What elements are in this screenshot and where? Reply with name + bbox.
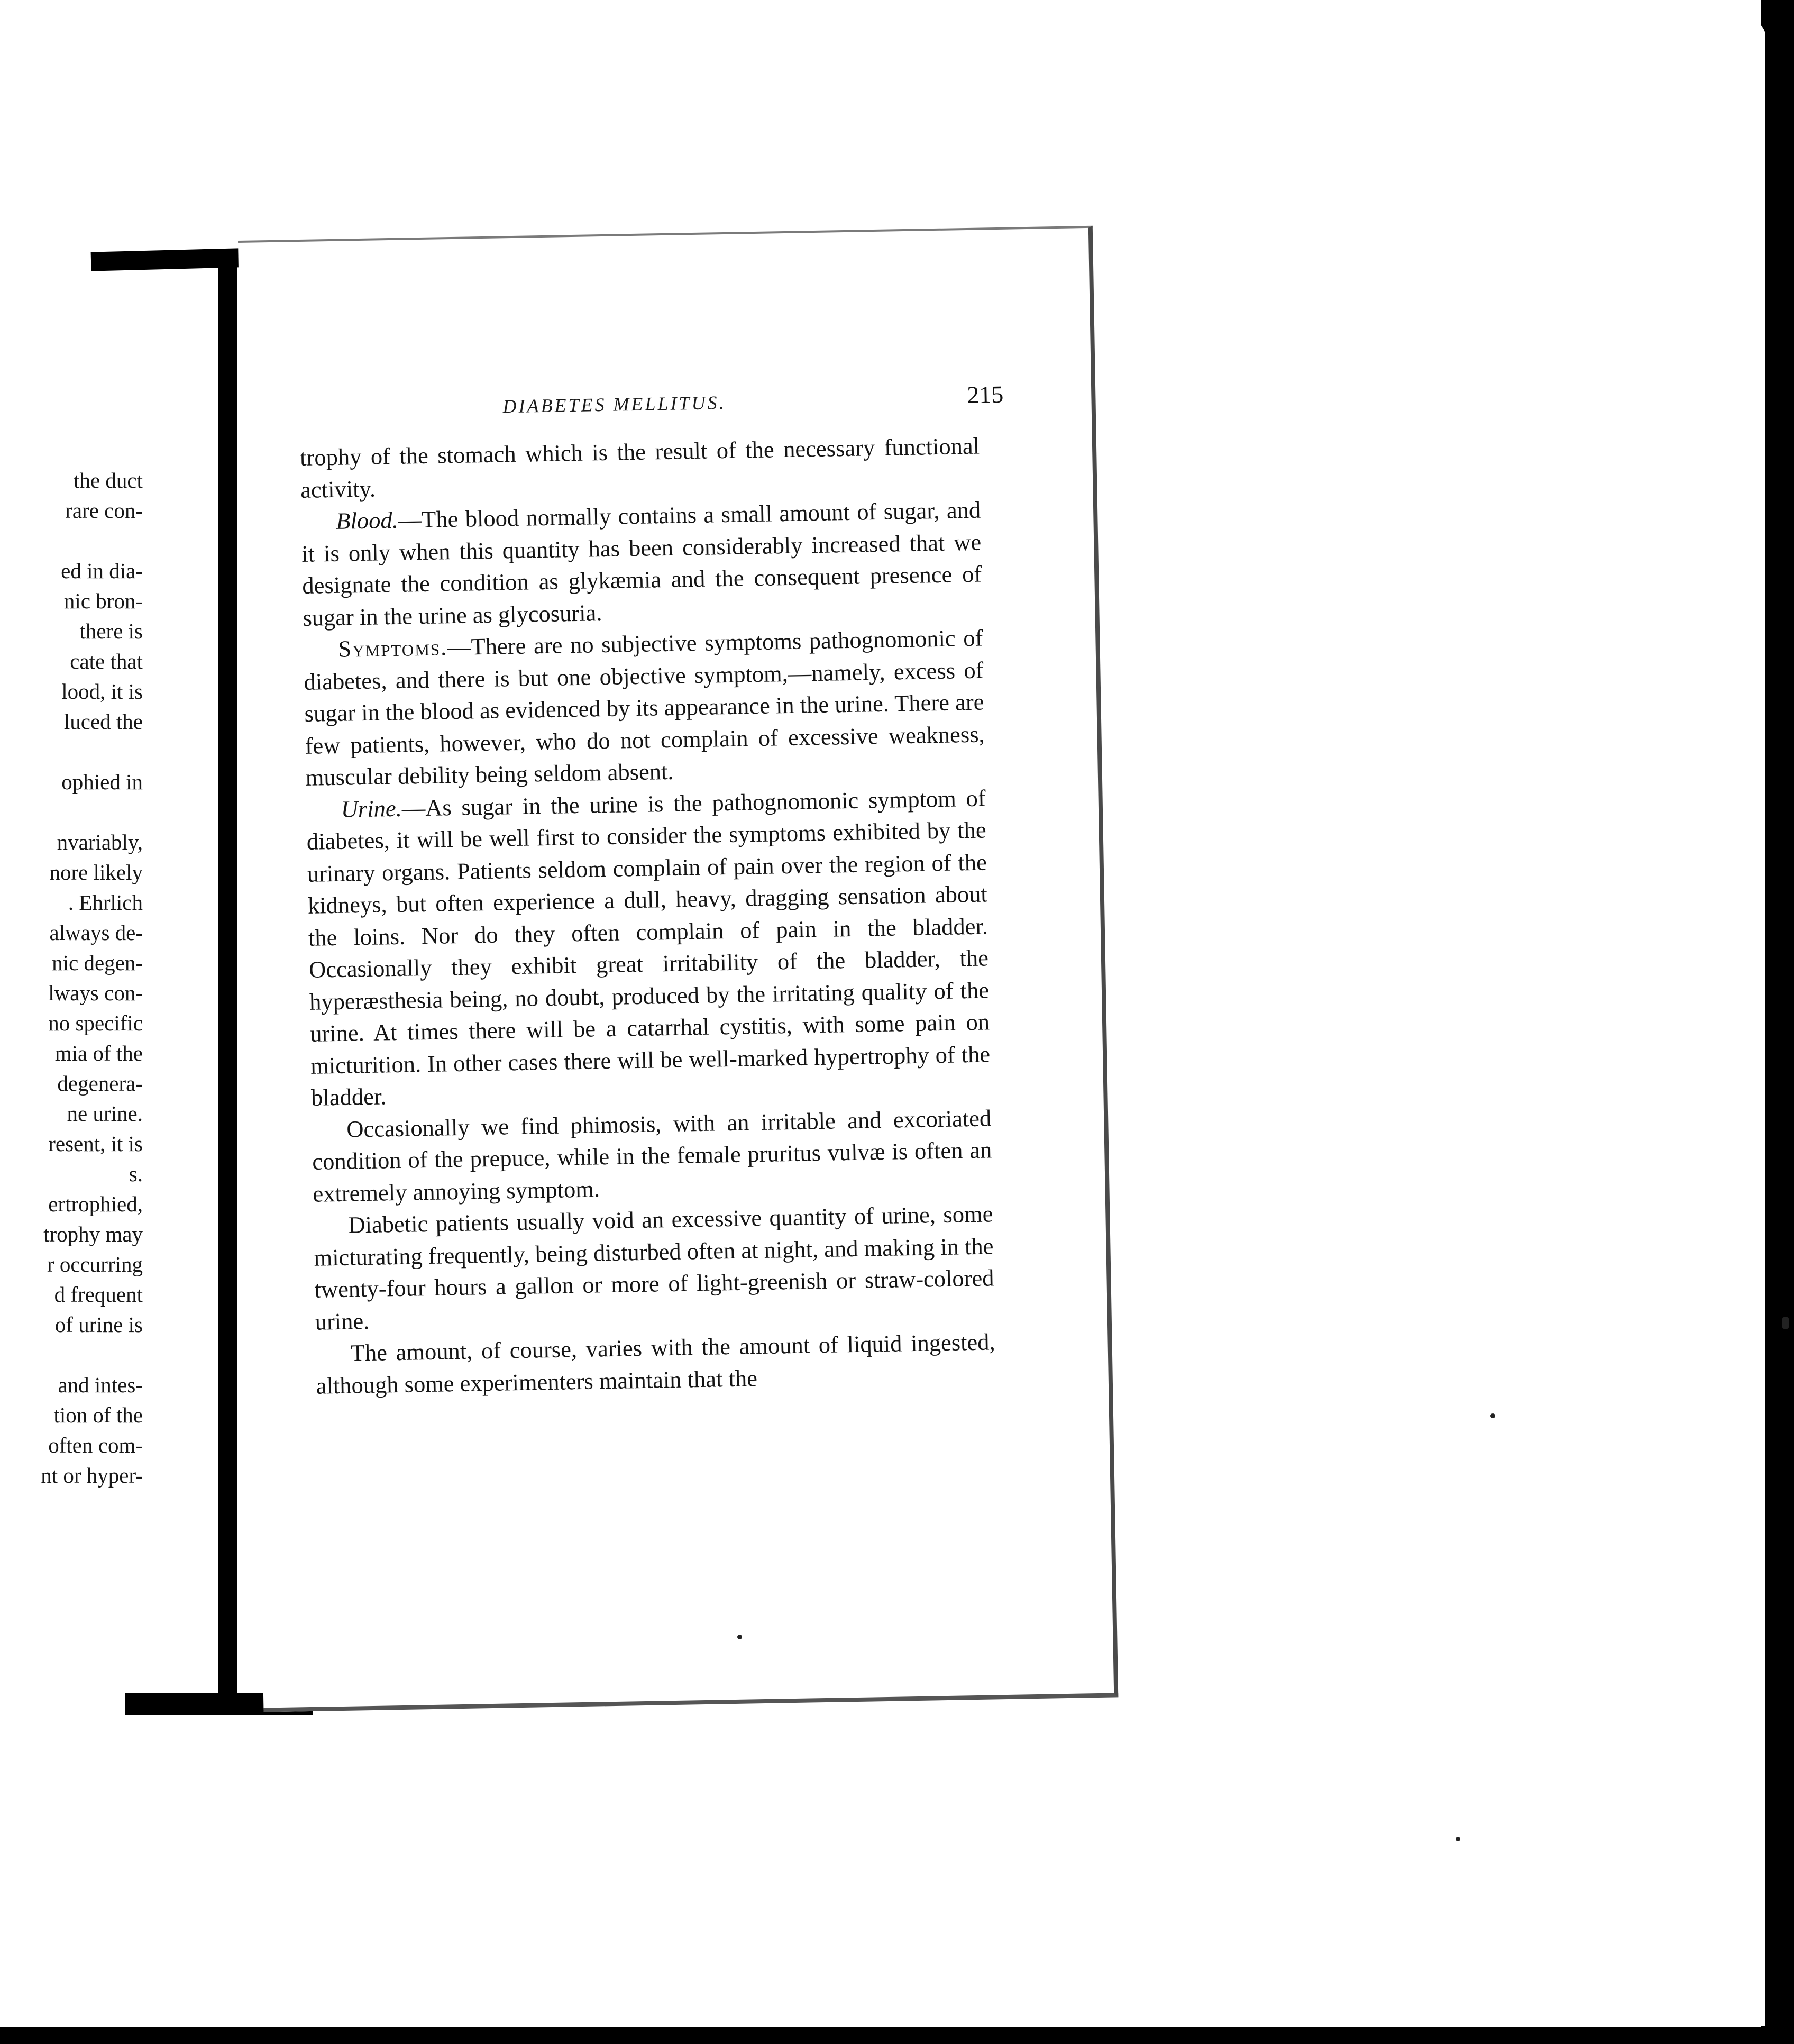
previous-page-line: ertrophied, <box>48 1192 143 1216</box>
paragraph-text: —As sugar in the urine is the pathognomonic symptom of diabetes, it will be well first to consider the symptoms exhibited by the urinary organs. Patients seldom complain of pain over the region of the kidneys, but often experience a dull, heavy, dragging sensation about the loins. Nor do they often complain of pain in the bladder. Occasionally they exhibit great irritability of the bladder, the hyperæsthesia being, no doubt, produced by the irritating quality of the urine. At times there will be a catarrhal cystitis, with some pain on micturition. In other cases there will be well-marked hypertrophy of the bladder. <box>306 784 991 1111</box>
previous-page-line: rare con- <box>65 498 143 523</box>
scan-speck <box>1456 1837 1460 1841</box>
previous-page-line: nore likely <box>49 860 143 884</box>
scan-speck <box>737 1635 742 1639</box>
paragraph-excessive-urine <box>313 1198 995 1337</box>
previous-page-line: r occurring <box>47 1252 143 1276</box>
book-page <box>238 226 1118 1712</box>
previous-page-line <box>0 797 143 827</box>
previous-page-line: nvariably, <box>57 830 143 854</box>
section-heading-urine: Urine. <box>341 795 402 823</box>
previous-page-line: ophied in <box>61 770 143 794</box>
previous-page-line <box>0 1340 143 1370</box>
paragraph-text: The amount, of course, varies with the amount of liquid ingested, although some experimenters maintain that the <box>316 1328 995 1399</box>
paragraph-text: trophy of the stomach which is the result of the necessary functional activity. <box>299 432 980 503</box>
previous-page-line: . Ehrlich <box>68 890 143 915</box>
paragraph-text: —The blood normally contains a small amount of sugar, and it is only when this quantity has been considerably increased that we designate the condition as glykæmia and the consequent presence of sugar in the urine as glycosuria. <box>301 496 982 631</box>
paragraph-phimosis <box>312 1102 993 1210</box>
section-heading-blood: Blood. <box>335 506 399 534</box>
previous-page-text-fragments <box>0 466 143 1491</box>
scan-border-curve <box>1751 21 1765 2026</box>
paragraph-amount <box>315 1326 996 1401</box>
scan-speck <box>1782 1317 1789 1329</box>
scan-border-bottom <box>0 2027 1794 2044</box>
page-header <box>502 380 1032 421</box>
binding-clip-spine <box>218 264 237 1702</box>
scan-speck <box>1490 1413 1495 1418</box>
previous-page-line: luced the <box>63 709 143 734</box>
previous-page-line <box>0 526 143 556</box>
paragraph-blood <box>301 494 983 634</box>
previous-page-line: mia of the <box>54 1041 143 1065</box>
body-text <box>300 430 996 1402</box>
previous-page-line: resent, it is <box>48 1132 143 1156</box>
paragraph-text: —There are no subjective symptoms pathognomonic of diabetes, and there is but one objective symptom,—namely, excess of sugar in the blood as evidenced by its appearance in the urine. There are few patients, however, who do not complain of excessive weakness, muscular debility being seldom absent. <box>304 624 985 791</box>
previous-page-line: s. <box>129 1162 143 1186</box>
paragraph-urine <box>306 782 991 1114</box>
running-head: DIABETES MELLITUS. <box>502 391 726 417</box>
previous-page-line: d frequent <box>54 1282 143 1307</box>
previous-page-line: ne urine. <box>67 1101 143 1126</box>
page-number: 215 <box>966 380 1004 408</box>
previous-page-line: tion of the <box>53 1403 143 1427</box>
previous-page-line: degenera- <box>57 1071 143 1096</box>
previous-page-line: nt or hyper- <box>41 1463 143 1488</box>
previous-page-line: the duct <box>74 468 143 492</box>
previous-page-line: trophy may <box>43 1222 143 1246</box>
previous-page <box>0 264 221 1703</box>
previous-page-line: nic degen- <box>52 951 143 975</box>
paragraph-continuation <box>300 430 981 506</box>
previous-page-line: ed in dia- <box>61 559 143 583</box>
previous-page-line: cate that <box>70 649 143 673</box>
previous-page-line: often com- <box>48 1433 143 1457</box>
paragraph-symptoms <box>303 622 985 794</box>
previous-page-line: lways con- <box>48 981 143 1005</box>
previous-page-line <box>0 737 143 767</box>
previous-page-line: always de- <box>49 920 143 945</box>
section-heading-symptoms: Symptoms. <box>338 634 448 662</box>
previous-page-line: lood, it is <box>61 679 143 704</box>
paragraph-text: Diabetic patients usually void an excessive quantity of urine, some micturating frequently, being disturbed often at night, and making in the twenty-four hours a gallon or more of light-greenish or straw-colored urine. <box>314 1200 994 1335</box>
previous-page-line: no specific <box>48 1011 143 1035</box>
previous-page-line: of urine is <box>54 1312 143 1337</box>
previous-page-line: there is <box>79 619 143 643</box>
paragraph-text: Occasionally we find phimosis, with an irritable and excoriated condition of the prepuce, while in the female pruritus vulvæ is often an extremely annoying symptom. <box>312 1104 992 1207</box>
previous-page-line: and intes- <box>58 1373 143 1397</box>
previous-page-line: nic bron- <box>63 589 143 613</box>
scan-border-right <box>1761 0 1794 2044</box>
